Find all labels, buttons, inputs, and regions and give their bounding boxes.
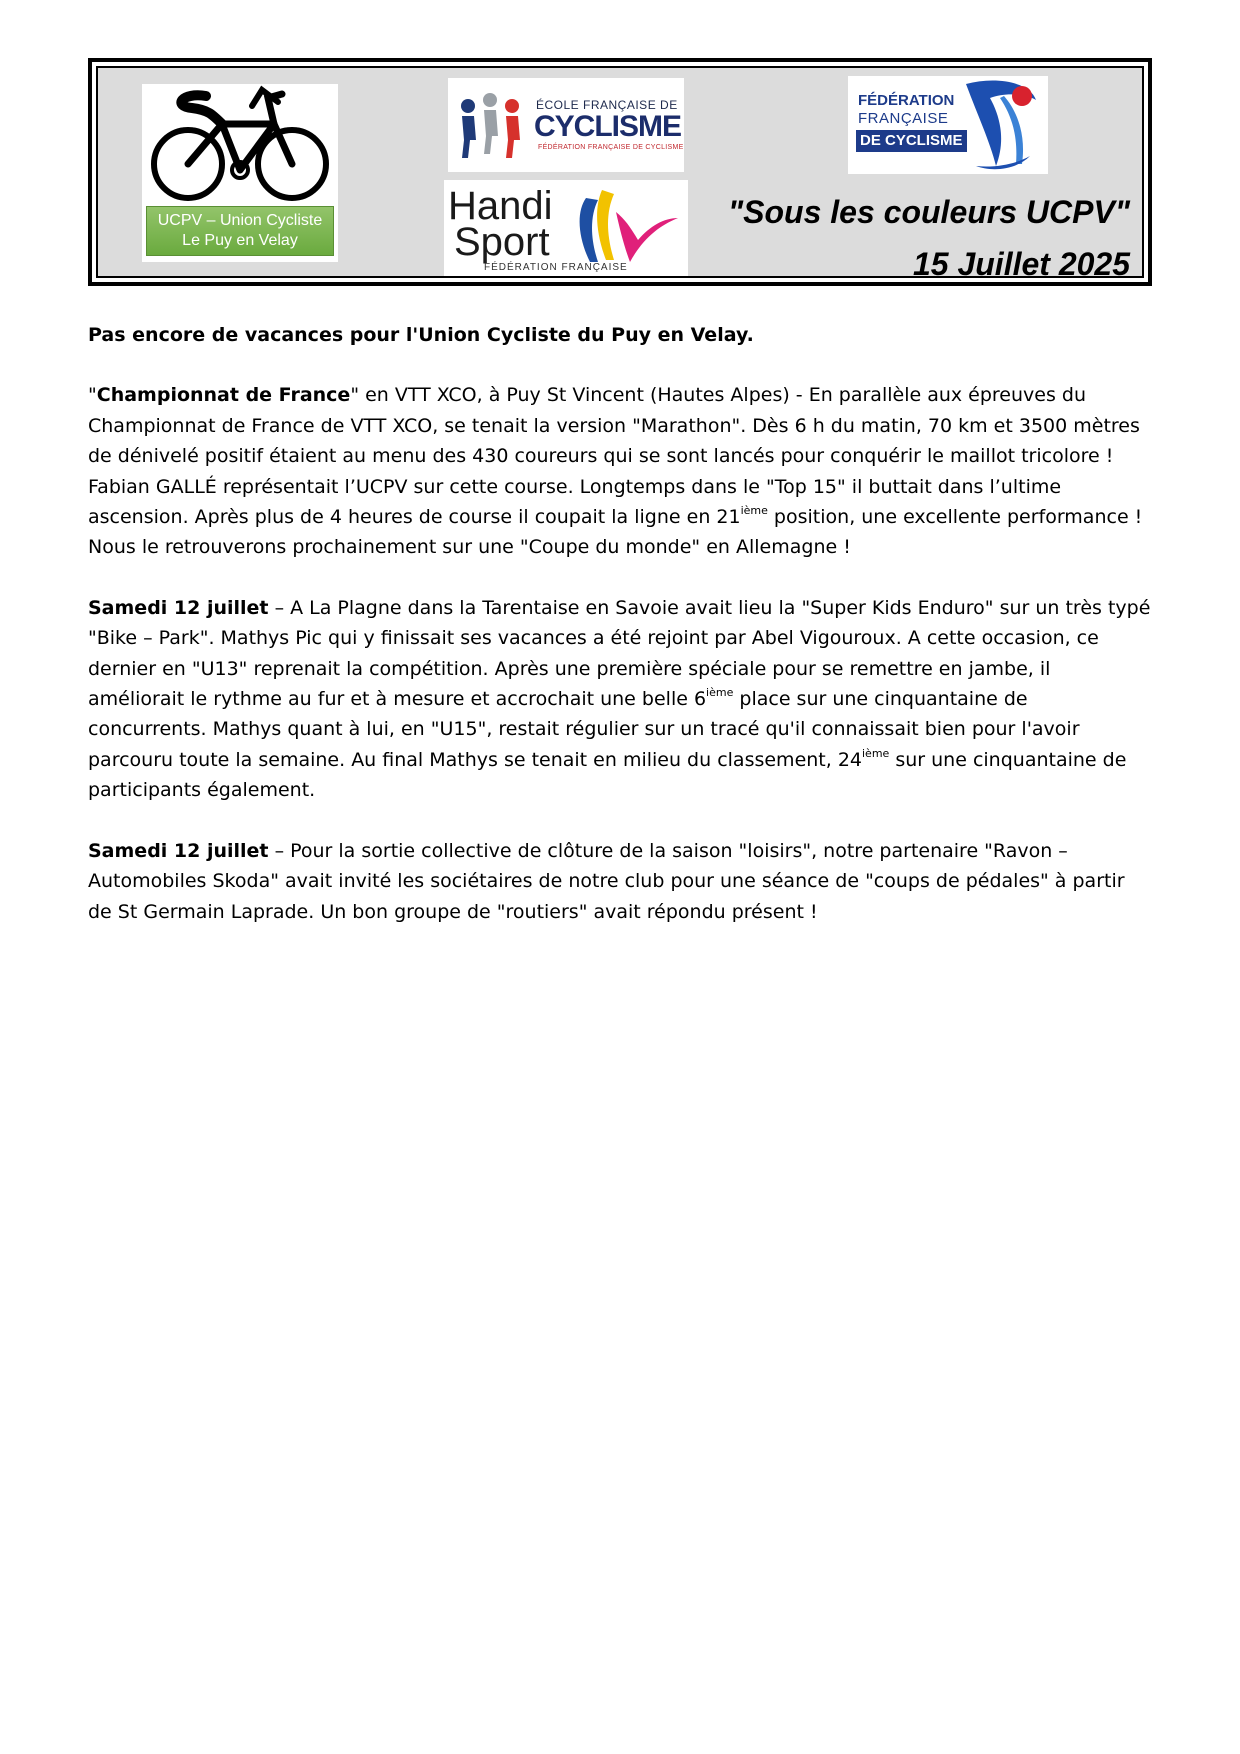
ffc-title-line2: FRANÇAISE (858, 110, 949, 127)
ucpv-caption (146, 206, 334, 256)
children-figures-icon (448, 78, 532, 172)
header-panel (96, 66, 1144, 282)
efc-subtitle: FÉDÉRATION FRANÇAISE DE CYCLISME (538, 144, 684, 151)
ffc-swoosh-icon (956, 76, 1046, 172)
efc-title-small: ÉCOLE FRANÇAISE DE (536, 98, 678, 112)
article-paragraph-sortie-loisirs (88, 836, 1152, 927)
paragraph-text: place sur une cinquantaine de concurrents. Mathys quant à lui, en "U15", restait régulier sur un tracé qu'il connaissait bien pour l'avoir parcouru toute la semaine. Au final Mathys se tenait en milieu du classement, 24 (88, 688, 1080, 771)
paragraph-text: position, une excellente performance ! Nous le retrouverons prochainement sur une "Coupe du monde" en Allemagne ! (88, 506, 1143, 559)
handisport-subtitle: FÉDÉRATION FRANÇAISE (484, 262, 628, 273)
paragraph-heading: Championnat de France (96, 384, 351, 407)
ucpv-caption-line2: Le Puy en Velay (182, 232, 298, 249)
efc-logo (448, 78, 684, 172)
article-paragraph-championnat (88, 380, 1152, 562)
ffc-title-line1: FÉDÉRATION (858, 92, 955, 109)
ordinal-suffix: ième (862, 746, 890, 760)
newsletter-title (728, 186, 1130, 290)
paragraph-heading: Samedi 12 juillet (88, 596, 269, 619)
ucpv-logo (142, 84, 338, 262)
handisport-word-handi: Handi (448, 184, 553, 228)
ordinal-suffix: ième (740, 504, 768, 518)
article-intro: Pas encore de vacances pour l'Union Cycliste du Puy en Velay. (88, 324, 754, 346)
paragraph-text: – A La Plagne dans la Tarentaise en Savoie avait lieu la "Super Kids Enduro" sur un très typé "Bike – Park". Mathys Pic qui y finissait ses vacances a été rejoint par Abel Vigouroux. A cette occasion, ce dernier en "U13" reprenait la compétition. Après une première spéciale pour se remettre en jambe, il améliorait le rythme au fur et à mesure et accrochait une belle 6 (88, 596, 1151, 711)
efc-title-large: CYCLISME (534, 110, 682, 143)
handisport-swoosh-icon (572, 182, 682, 272)
paragraph-heading: Samedi 12 juillet (88, 839, 269, 862)
bicycle-icon (142, 84, 338, 204)
ffc-title-line3: DE CYCLISME (856, 130, 967, 152)
title-line: "Sous les couleurs UCPV" (727, 194, 1130, 230)
handisport-word-sport: Sport (454, 220, 550, 264)
paragraph-text: " en VTT XCO, à Puy St Vincent (Hautes Alpes) - En parallèle aux épreuves du Championnat de France de VTT XCO, se tenait la version "Marathon". Dès 6 h du matin, 70 km et 3500 mètres de dénivelé positif étaient au menu des 430 coureurs qui se sont lancés pour conquérir le maillot tricolore ! Fabian GALLÉ représentait l’UCPV sur cette course. Longtemps dans le "Top 15" il buttait dans l’ultime ascension. Après plus de 4 heures de course il coupait la ligne en 21 (88, 384, 1140, 529)
ffc-logo (848, 76, 1048, 174)
article-body (88, 320, 1152, 957)
ucpv-caption-line1: UCPV – Union Cycliste (157, 212, 323, 229)
newsletter-header (88, 58, 1152, 286)
title-date: 15 Juillet 2025 (912, 246, 1130, 282)
paragraph-text: sur une cinquantaine de participants également. (88, 748, 1127, 802)
paragraph-text: – Pour la sortie collective de clôture de la saison "loisirs", notre partenaire "Ravon – Automobiles Skoda" avait invité les sociétaires de notre club pour une séance de "coups de pédales" à partir de St Germain Laprade. Un bon groupe de "routiers" avait répondu présent ! (88, 839, 1125, 923)
article-paragraph-la-plagne (88, 593, 1152, 806)
handisport-logo (444, 180, 688, 276)
paragraph-quote: " (88, 384, 97, 407)
ordinal-suffix: ième (706, 686, 734, 700)
